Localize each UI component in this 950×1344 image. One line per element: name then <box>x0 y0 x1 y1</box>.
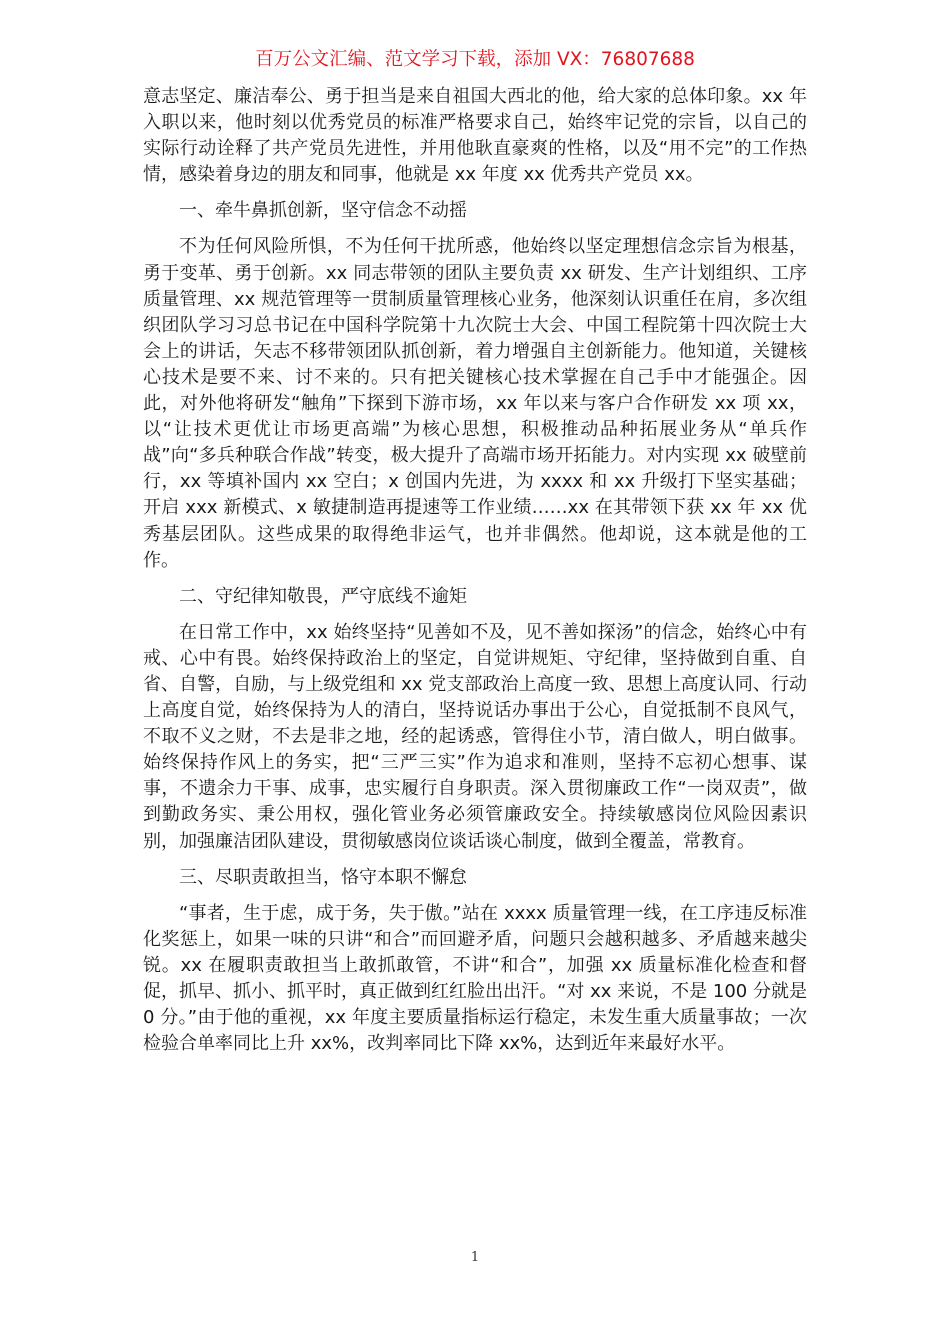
intro-paragraph: 意志坚定、廉洁奉公、勇于担当是来自祖国大西北的他，给大家的总体印象。xx 年入职以来，他时刻以优秀党员的标准严格要求自己，始终牢记党的宗旨，以自己的实际行动诠释了共产党员先进性，并用他耿直豪爽的性格，以及“用不完”的工作热情，感染着身边的朋友和同事，他就是 xx 年度 xx 优秀共产党员 xx。 <box>143 86 807 186</box>
page-number: 1 <box>470 1250 480 1265</box>
section-3-paragraph: “事者，生于虑，成于务，失于傲。”站在 xxxx 质量管理一线，在工序违反标准化奖惩上，如果一味的只讲“和合”而回避矛盾，问题只会越积越多、矛盾越来越尖锐。xx 在履职责敢担当上敢抓敢管，不讲“和合”，加强 xx 质量标准化检查和督促，抓早、抓小、抓平时，真正做到红红脸出出汗。“对 xx 来说，不是 100 分就是 0 分。”由于他的重视，xx 年度主要质量指标运行稳定，未发生重大质量事故；一次检验合单率同比上升 xx%，改判率同比下降 xx%，达到近年来最好水平。 <box>143 902 807 1055</box>
section-3-heading: 三、尽职责敢担当，恪守本职不懈怠 <box>179 866 467 888</box>
section-1-paragraph: 不为任何风险所惧，不为任何干扰所惑，他始终以坚定理想信念宗旨为根基，勇于变革、勇于创新。xx 同志带领的团队主要负责 xx 研发、生产计划组织、工序质量管理、xx 规范管理等一贯制质量管理核心业务，他深刻认识重任在肩，多次组织团队学习习总书记在中国科学院第十九次院士大会、中国工程院第十四次院士大会上的讲话，矢志不移带领团队抓创新，着力增强自主创新能力。他知道，关键核心技术是要不来、讨不来的。只有把关键核心技术掌握在自己手中才能强企。因此，对外他将研发“触角”下探到下游市场，xx 年以来与客户合作研发 xx 项 xx，以“让技术更优让市场更高端”为核心思想，积极推动品种拓展业务从“单兵作战”向“多兵种联合作战”转变，极大提升了高端市场开拓能力。对内实现 xx 破壁前行，xx 等填补国内 xx 空白；x 创国内先进，为 xxxx 和 xx 升级打下坚实基础；开启 xxx 新模式、x 敏捷制造再提速等工作业绩……xx 在其带领下获 xx 年 xx 优秀基层团队。这些成果的取得绝非运气，也并非偶然。他却说，这本就是他的工作。 <box>143 236 807 571</box>
section-2-paragraph: 在日常工作中，xx 始终坚持“见善如不及，见不善如探汤”的信念，始终心中有戒、心中有畏。始终保持政治上的坚定，自觉讲规矩、守纪律，坚持做到自重、自省、自警，自励，与上级党组和 xx 党支部政治上高度一致、思想上高度认同、行动上高度自觉，始终保持为人的清白，坚持说话办事出于公心，自觉抵制不良风气，不取不义之财，不去是非之地，经的起诱惑，管得住小节，清白做人，明白做事。始终保持作风上的务实，把“三严三实”作为追求和准则，坚持不忘初心想事、谋事，不遗余力干事、成事，忠实履行自身职责。深入贯彻廉政工作“一岗双责”，做到勤政务实、秉公用权，强化管业务必须管廉政安全。持续敏感岗位风险因素识别，加强廉洁团队建设，贯彻敏感岗位谈话谈心制度，做到全覆盖，常教育。 <box>143 621 807 852</box>
section-2-heading: 二、守纪律知敬畏，严守底线不逾矩 <box>179 585 467 607</box>
page-header-banner: 百万公文汇编、范文学习下载，添加 VX：76807688 <box>255 49 695 70</box>
section-1-heading: 一、牵牛鼻抓创新，坚守信念不动摇 <box>179 200 467 222</box>
document-body <box>143 84 807 1057</box>
